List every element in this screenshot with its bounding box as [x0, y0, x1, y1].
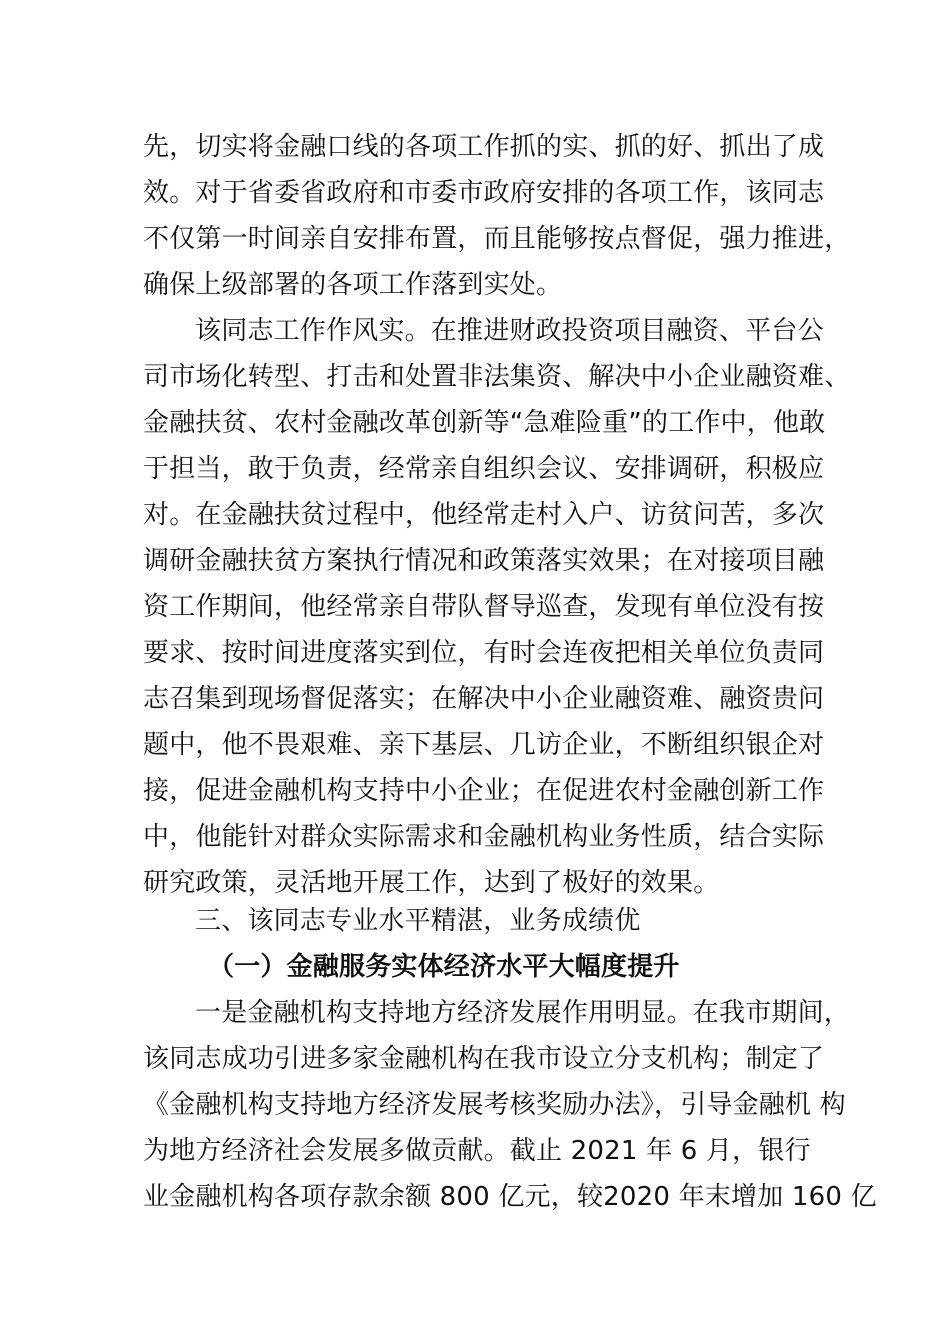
paragraph-line: 接，促进金融机构支持中小企业；在促进农村金融创新工作 — [143, 776, 825, 806]
paragraph-line: 资工作期间，他经常亲自带队督导巡查，发现有单位没有按 — [143, 592, 825, 622]
paragraph-line: 先，切实将金融口线的各项工作抓的实、抓的好、抓出了成 — [143, 132, 825, 162]
paragraph-line: 志召集到现场督促落实；在解决中小企业融资难、融资贵问 — [143, 684, 825, 714]
paragraph-line: 一是金融机构支持地方经济发展作用明显。在我市期间， — [195, 998, 851, 1028]
paragraph-line: 业金融机构各项存款余额 800 亿元，较2020 年末增加 160 亿 — [143, 1182, 877, 1212]
paragraph-line: 对。在金融扶贫过程中，他经常走村入户、访贫问苦，多次 — [143, 500, 825, 530]
paragraph-line: 司市场化转型、打击和处置非法集资、解决中小企业融资难、 — [143, 362, 851, 392]
paragraph-line: 《金融机构支持地方经济发展考核奖励办法》，引导金融机 构 — [143, 1090, 846, 1120]
paragraph-line: 题中，他不畏艰难、亲下基层、几访企业，不断组织银企对 — [143, 730, 825, 760]
section-heading: 三、该同志专业水平精湛，业务成绩优 — [195, 906, 641, 936]
paragraph-line: 效。对于省委省政府和市委市政府安排的各项工作，该同志 — [143, 178, 825, 208]
paragraph-line: 调研金融扶贫方案执行情况和政策落实效果；在对接项目融 — [143, 546, 825, 576]
paragraph-line: 金融扶贫、农村金融改革创新等“急难险重”的工作中，他敢 — [143, 408, 826, 438]
subsection-heading: （一）金融服务实体经济水平大幅度提升 — [208, 952, 680, 982]
paragraph-line: 中，他能针对群众实际需求和金融机构业务性质，结合实际 — [143, 822, 825, 852]
paragraph-line: 为地方经济社会发展多做贡献。截止 2021 年 6 月，银行 — [143, 1136, 811, 1166]
paragraph-line: 确保上级部署的各项工作落到实处。 — [143, 270, 563, 300]
paragraph-line: 于担当，敢于负责，经常亲自组织会议、安排调研，积极应 — [143, 454, 825, 484]
paragraph-line: 该同志工作作风实。在推进财政投资项目融资、平台公 — [195, 316, 824, 346]
paragraph-line: 研究政策，灵活地开展工作，达到了极好的效果。 — [143, 868, 720, 898]
paragraph-line: 该同志成功引进多家金融机构在我市设立分支机构；制定了 — [143, 1044, 825, 1074]
paragraph-line: 不仅第一时间亲自安排布置，而且能够按点督促，强力推进， — [143, 224, 851, 254]
paragraph-line: 要求、按时间进度落实到位，有时会连夜把相关单位负责同 — [143, 638, 825, 668]
